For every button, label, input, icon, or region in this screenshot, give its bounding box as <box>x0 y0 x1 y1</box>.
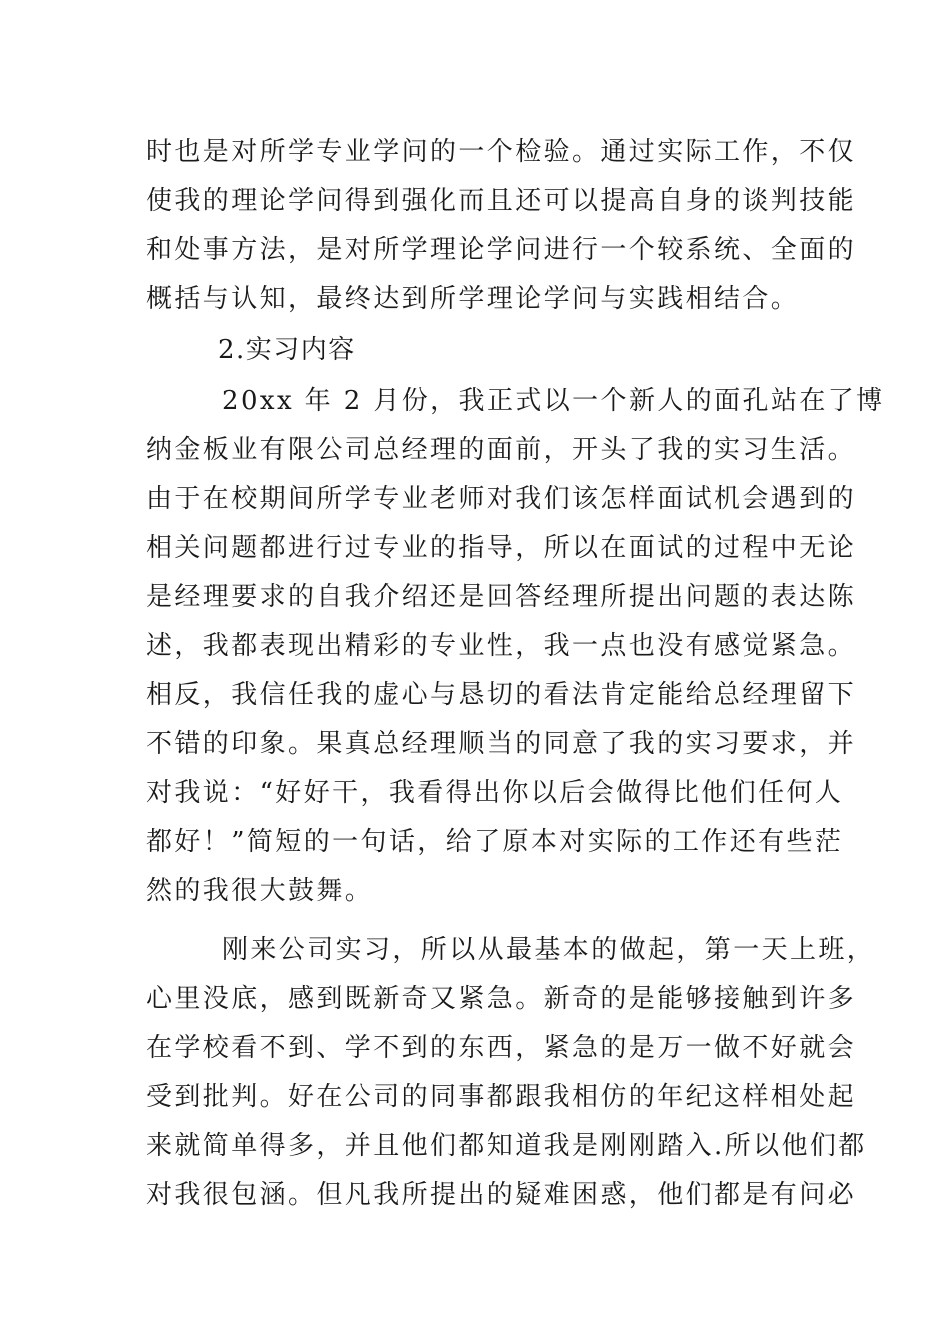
text-line: 相关问题都进行过专业的指导，所以在面试的过程中无论 <box>146 533 857 563</box>
text-line: 由于在校期间所学专业老师对我们该怎样面试机会遇到的 <box>146 484 857 514</box>
text-line: 在学校看不到、学不到的东西，紧急的是万一做不好就会 <box>146 1033 857 1063</box>
text-line: 来就简单得多，并且他们都知道我是刚刚踏入.所以他们都 <box>146 1131 867 1161</box>
text-line: 然的我很大鼓舞。 <box>146 876 374 906</box>
text-line: 20xx 年 2 月份，我正式以一个新人的面孔站在了博 <box>222 386 885 416</box>
text-line: 纳金板业有限公司总经理的面前，开头了我的实习生活。 <box>146 435 857 465</box>
text-line: 对我说：“好好干，我看得出你以后会做得比他们任何人 <box>146 778 844 808</box>
text-line: 使我的理论学问得到强化而且还可以提高自身的谈判技能 <box>146 186 857 216</box>
text-line: 时也是对所学专业学问的一个检验。通过实际工作，不仅 <box>146 137 857 167</box>
text-line: 和处事方法，是对所学理论学问进行一个较系统、全面的 <box>146 235 857 265</box>
text-line: 不错的印象。果真总经理顺当的同意了我的实习要求，并 <box>146 729 857 759</box>
text-line: 受到批判。好在公司的同事都跟我相仿的年纪这样相处起 <box>146 1082 857 1112</box>
section-heading: 2.实习内容 <box>218 335 356 365</box>
text-line: 述，我都表现出精彩的专业性，我一点也没有感觉紧急。 <box>146 631 857 661</box>
text-line: 相反，我信任我的虚心与恳切的看法肯定能给总经理留下 <box>146 680 857 710</box>
text-line: 刚来公司实习，所以从最基本的做起，第一天上班， <box>222 935 876 965</box>
text-line: 都好！”简短的一句话，给了原本对实际的工作还有些茫 <box>146 827 844 857</box>
text-line: 是经理要求的自我介绍还是回答经理所提出问题的表达陈 <box>146 582 857 612</box>
text-line: 概括与认知，最终达到所学理论学问与实践相结合。 <box>146 284 800 314</box>
text-line: 对我很包涵。但凡我所提出的疑难困惑，他们都是有问必 <box>146 1180 857 1210</box>
text-line: 心里没底，感到既新奇又紧急。新奇的是能够接触到许多 <box>146 984 857 1014</box>
